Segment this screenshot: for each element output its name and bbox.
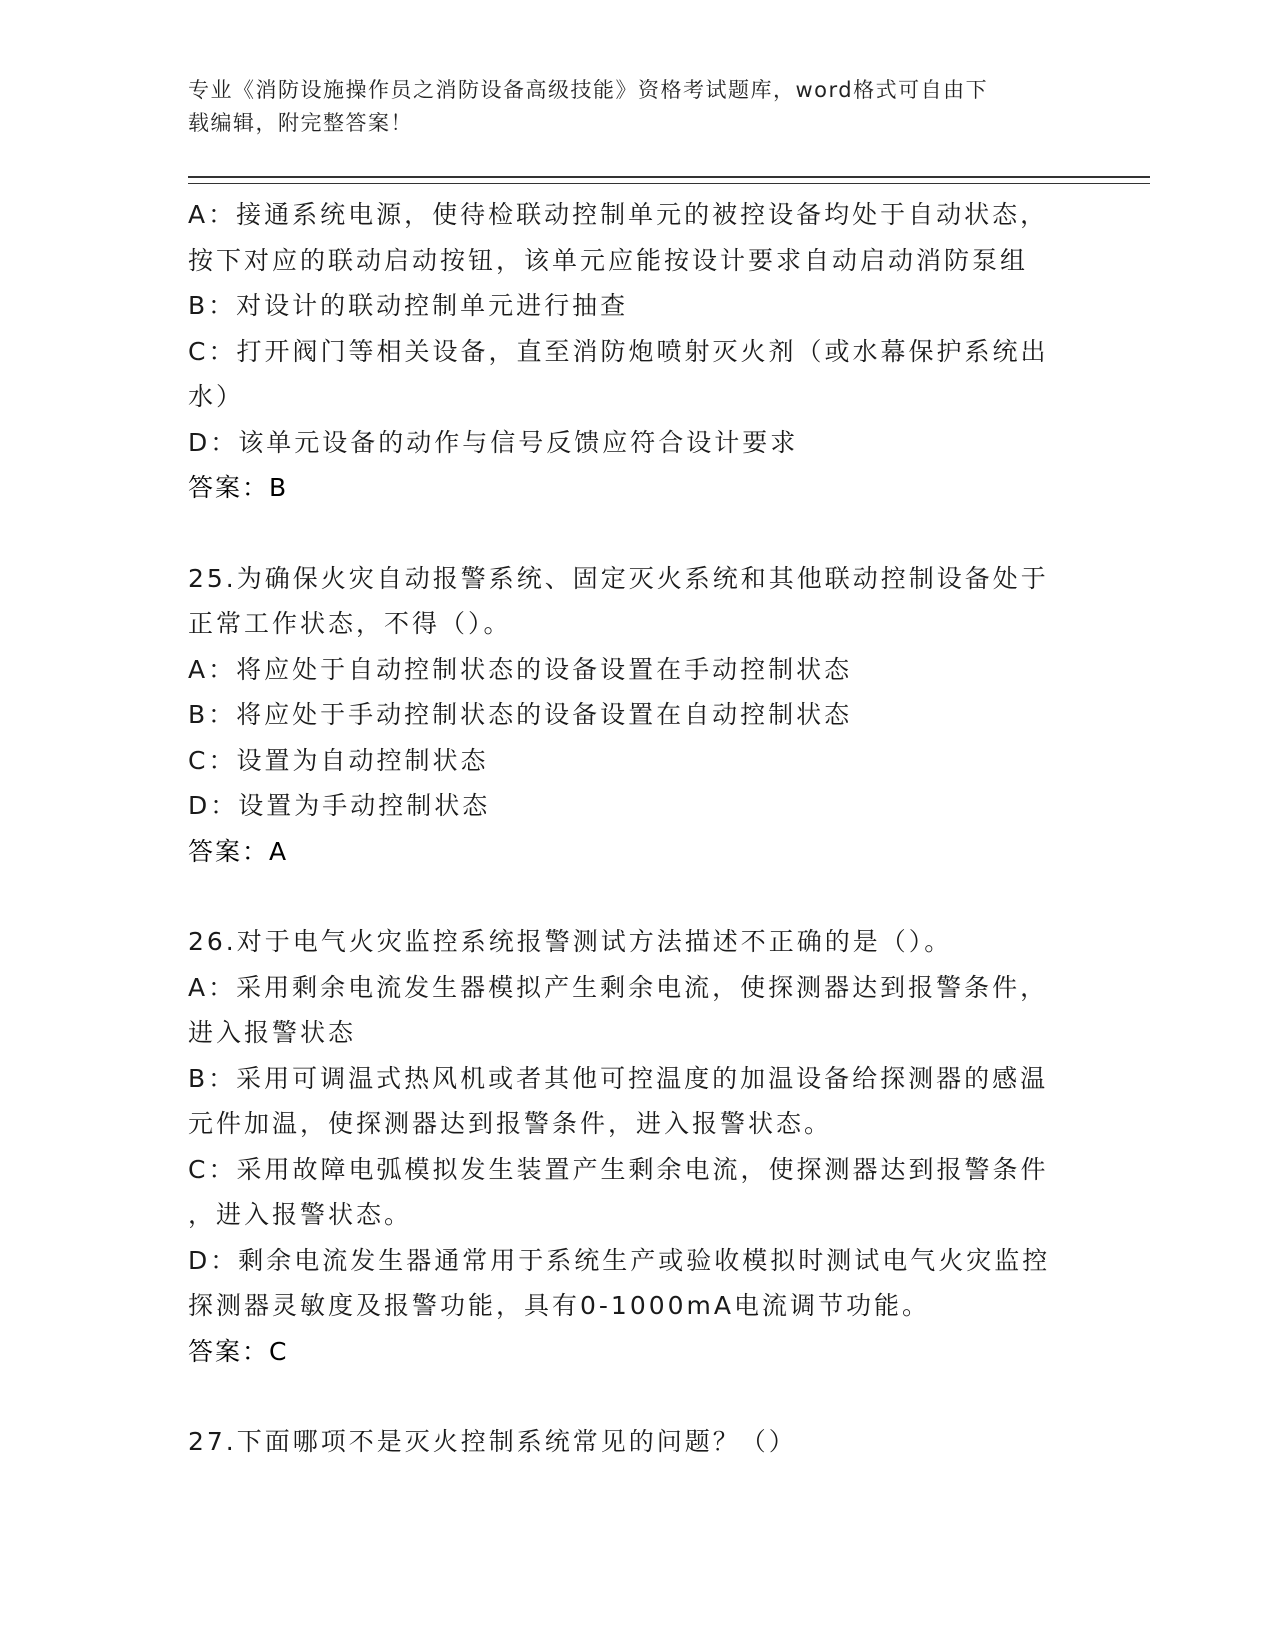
spacer [188, 511, 1078, 556]
q24-option-a-line-2: 按下对应的联动启动按钮，该单元应能按设计要求自动启动消防泵组 [188, 245, 1029, 275]
q24-option-b: B：对设计的联动控制单元进行抽查 [188, 291, 629, 320]
question-24-block [188, 192, 1078, 511]
q25-answer: 答案：A [188, 836, 289, 866]
header-rule-thick [188, 176, 1150, 178]
q24-option-c-line-1: C：打开阀门等相关设备，直至消防炮喷射灭火剂（或水幕保护系统出 [188, 336, 1049, 366]
q25-stem-line-2: 正常工作状态，不得（）。 [188, 609, 512, 638]
q26-stem: 26.对于电气火灾监控系统报警测试方法描述不正确的是（）。 [188, 927, 953, 956]
q26-option-b-line-1: B：采用可调温式热风机或者其他可控温度的加温设备给探测器的感温 [188, 1063, 1049, 1093]
q26-answer: 答案：C [188, 1336, 289, 1366]
q24-option-d: D：该单元设备的动作与信号反馈应符合设计要求 [188, 427, 799, 457]
q25-stem-line-1: 25.为确保火灾自动报警系统、固定灭火系统和其他联动控制设备处于 [188, 563, 1049, 593]
spacer [188, 1374, 1078, 1419]
q24-option-a-line-1: A：接通系统电源，使待检联动控制单元的被控设备均处于自动状态， [188, 200, 1049, 229]
q26-option-b-line-2: 元件加温，使探测器达到报警条件，进入报警状态。 [188, 1109, 833, 1138]
question-content [188, 192, 1078, 1465]
question-26-block [188, 919, 1078, 1374]
q24-answer: 答案：B [188, 473, 289, 502]
document-header [188, 74, 1068, 140]
q25-option-b: B：将应处于手动控制状态的设备设置在自动控制状态 [188, 700, 853, 729]
q26-option-a-line-2: 进入报警状态 [188, 1018, 357, 1047]
q25-option-a: A：将应处于自动控制状态的设备设置在手动控制状态 [188, 654, 853, 684]
q26-option-d-line-2: 探测器灵敏度及报警功能，具有0-1000mA电流调节功能。 [188, 1291, 931, 1320]
spacer [188, 874, 1078, 919]
question-25-block [188, 556, 1078, 875]
q24-option-c-line-2: 水） [188, 382, 245, 411]
header-line-1: 专业《消防设施操作员之消防设备高级技能》资格考试题库，word格式可自由下 [188, 78, 989, 102]
header-rule-thin [188, 183, 1150, 184]
q26-option-d-line-1: D：剩余电流发生器通常用于系统生产或验收模拟时测试电气火灾监控 [188, 1245, 1051, 1275]
q26-option-c-line-1: C：采用故障电弧模拟发生装置产生剩余电流，使探测器达到报警条件 [188, 1154, 1049, 1184]
q26-option-c-line-2: ，进入报警状态。 [188, 1200, 413, 1229]
q25-option-d: D：设置为手动控制状态 [188, 791, 491, 820]
header-line-2: 载编辑，附完整答案！ [188, 111, 413, 135]
q26-option-a-line-1: A：采用剩余电流发生器模拟产生剩余电流，使探测器达到报警条件， [188, 972, 1049, 1002]
q27-stem: 27.下面哪项不是灭火控制系统常见的问题？（） [188, 1427, 797, 1456]
question-27-block [188, 1419, 1078, 1465]
q25-option-c: C：设置为自动控制状态 [188, 745, 489, 775]
